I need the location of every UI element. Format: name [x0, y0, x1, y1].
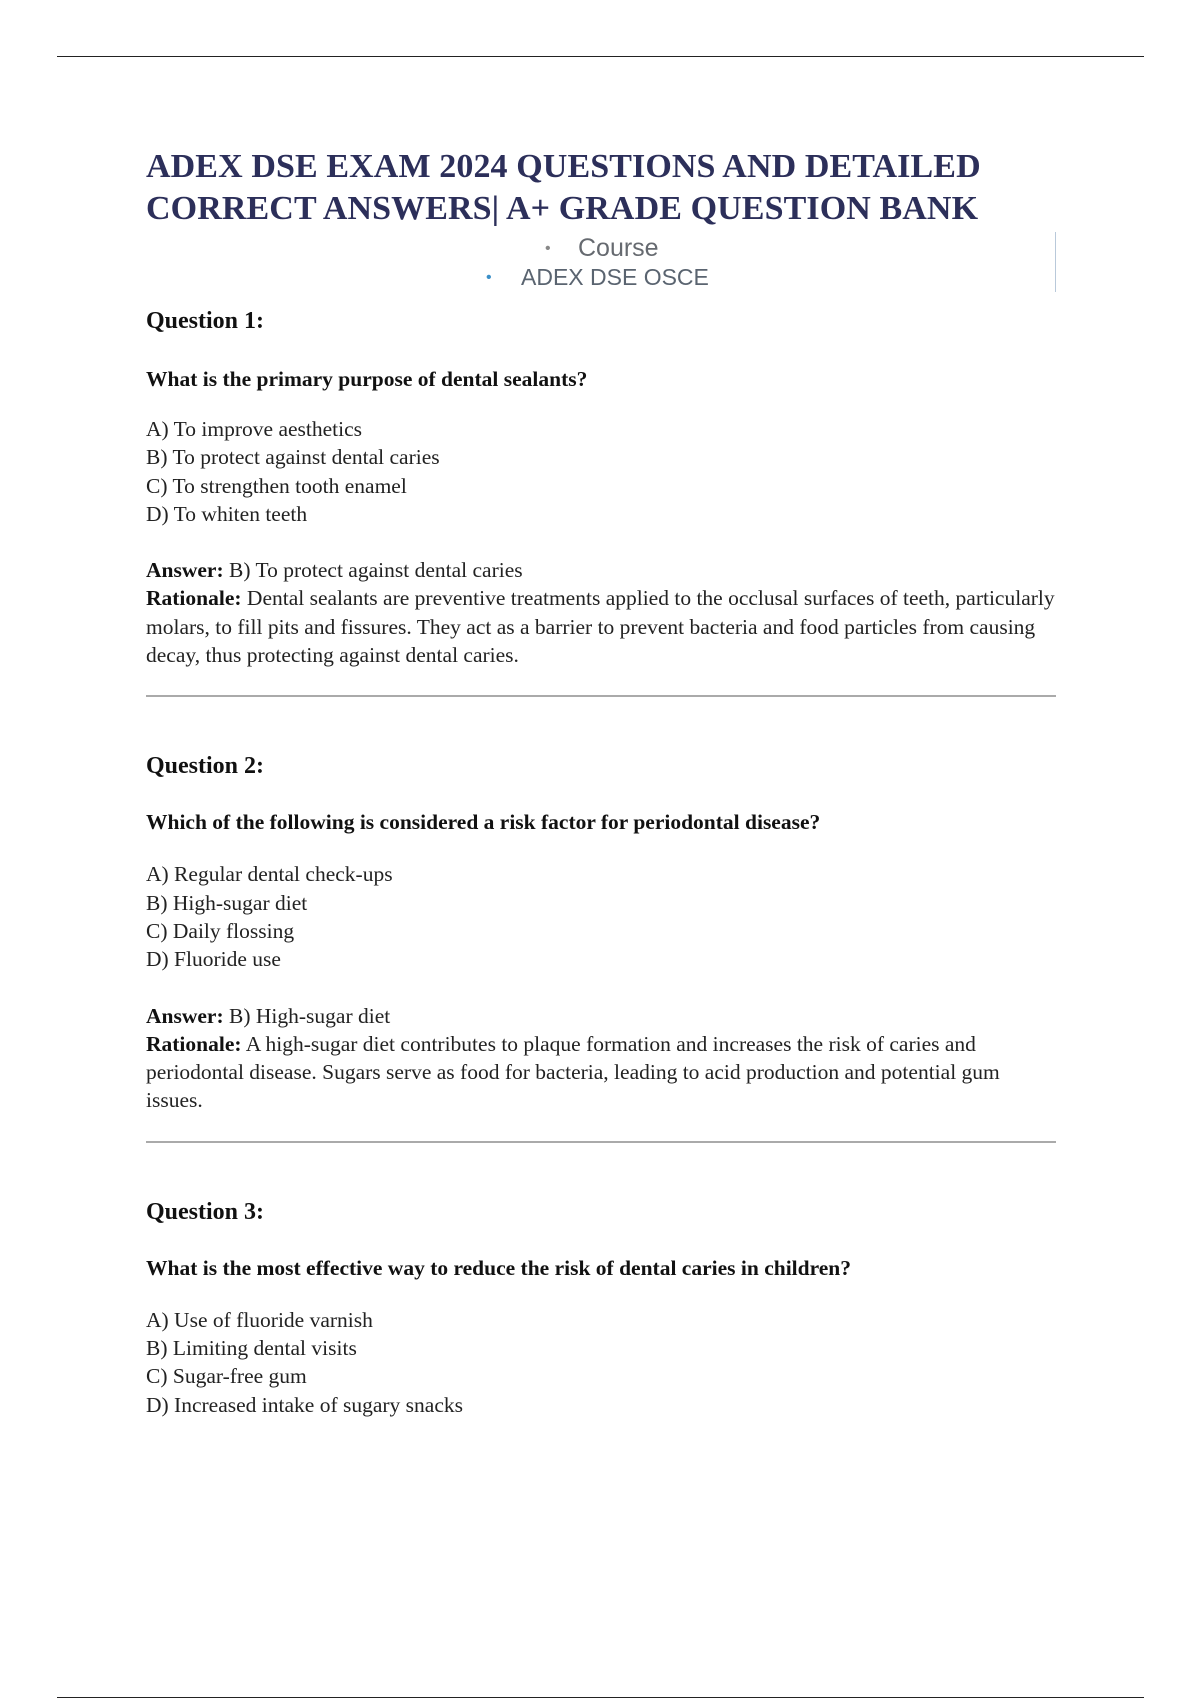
option-c: C) To strengthen tooth enamel	[146, 473, 407, 498]
vertical-divider	[1055, 232, 1056, 292]
question-3	[146, 1197, 1056, 1419]
question-separator	[146, 695, 1056, 697]
option-c: C) Daily flossing	[146, 918, 295, 943]
document-title: ADEX DSE EXAM 2024 QUESTIONS AND DETAILED CORRECT ANSWERS| A+ GRADE QUESTION BANK	[146, 148, 981, 227]
question-2	[146, 751, 1056, 1142]
rationale-label: Rationale:	[146, 586, 242, 611]
course-info	[146, 234, 1056, 296]
course-link[interactable]: ADEX DSE OSCE	[521, 264, 709, 290]
option-b: B) Limiting dental visits	[146, 1336, 357, 1361]
option-a: A) To improve aesthetics	[146, 417, 363, 441]
rationale-text: A high-sugar diet contributes to plaque formation and increases the risk of caries and periodontal disease. Sugars serve as food for bacteria, leading to acid production and potential gum issues.	[146, 1031, 1000, 1113]
option-d: D) To whiten teeth	[146, 501, 308, 526]
question-text: What is the most effective way to reduce the risk of dental caries in children?	[146, 1255, 852, 1280]
course-value-item	[146, 263, 1056, 292]
course-label: Course	[578, 234, 659, 262]
rationale-text: Dental sealants are preventive treatments applied to the occlusal surfaces of teeth, particularly molars, to fill pits and fissures. They act as a barrier to prevent bacteria and food particles from causing decay, thus protecting against dental caries.	[146, 586, 1055, 668]
answer-value: B) To protect against dental caries	[229, 558, 523, 583]
page-content	[146, 146, 1056, 1419]
option-b: B) To protect against dental caries	[146, 445, 440, 470]
course-label-item	[146, 234, 1056, 263]
option-d: D) Fluoride use	[146, 947, 281, 972]
answer-line	[146, 1002, 1056, 1030]
question-heading: Question 3:	[146, 1198, 265, 1225]
rationale	[146, 584, 1056, 669]
option-b: B) High-sugar diet	[146, 890, 308, 915]
answer-value: B) High-sugar diet	[229, 1003, 391, 1028]
bullet-icon: •	[486, 269, 492, 286]
course-list	[146, 234, 1056, 292]
page-bottom-rule	[57, 1697, 1144, 1698]
rationale	[146, 1030, 1056, 1115]
question-text: What is the primary purpose of dental sealants?	[146, 367, 588, 391]
question-1	[146, 306, 1056, 697]
options-list	[146, 860, 1056, 973]
rationale-label: Rationale:	[146, 1031, 242, 1056]
question-heading: Question 2:	[146, 753, 265, 780]
option-a: A) Use of fluoride varnish	[146, 1307, 373, 1332]
option-c: C) Sugar-free gum	[146, 1364, 307, 1389]
options-list	[146, 415, 1056, 528]
question-text: Which of the following is considered a risk factor for periodontal disease?	[146, 810, 821, 835]
option-a: A) Regular dental check-ups	[146, 862, 393, 887]
question-separator	[146, 1141, 1056, 1143]
answer-line	[146, 556, 1056, 584]
bullet-icon: •	[545, 240, 551, 257]
page-top-rule	[57, 56, 1144, 57]
option-d: D) Increased intake of sugary snacks	[146, 1392, 463, 1417]
answer-label: Answer:	[146, 1003, 224, 1028]
question-heading: Question 1:	[146, 308, 265, 334]
options-list	[146, 1306, 1056, 1419]
answer-label: Answer:	[146, 558, 224, 583]
